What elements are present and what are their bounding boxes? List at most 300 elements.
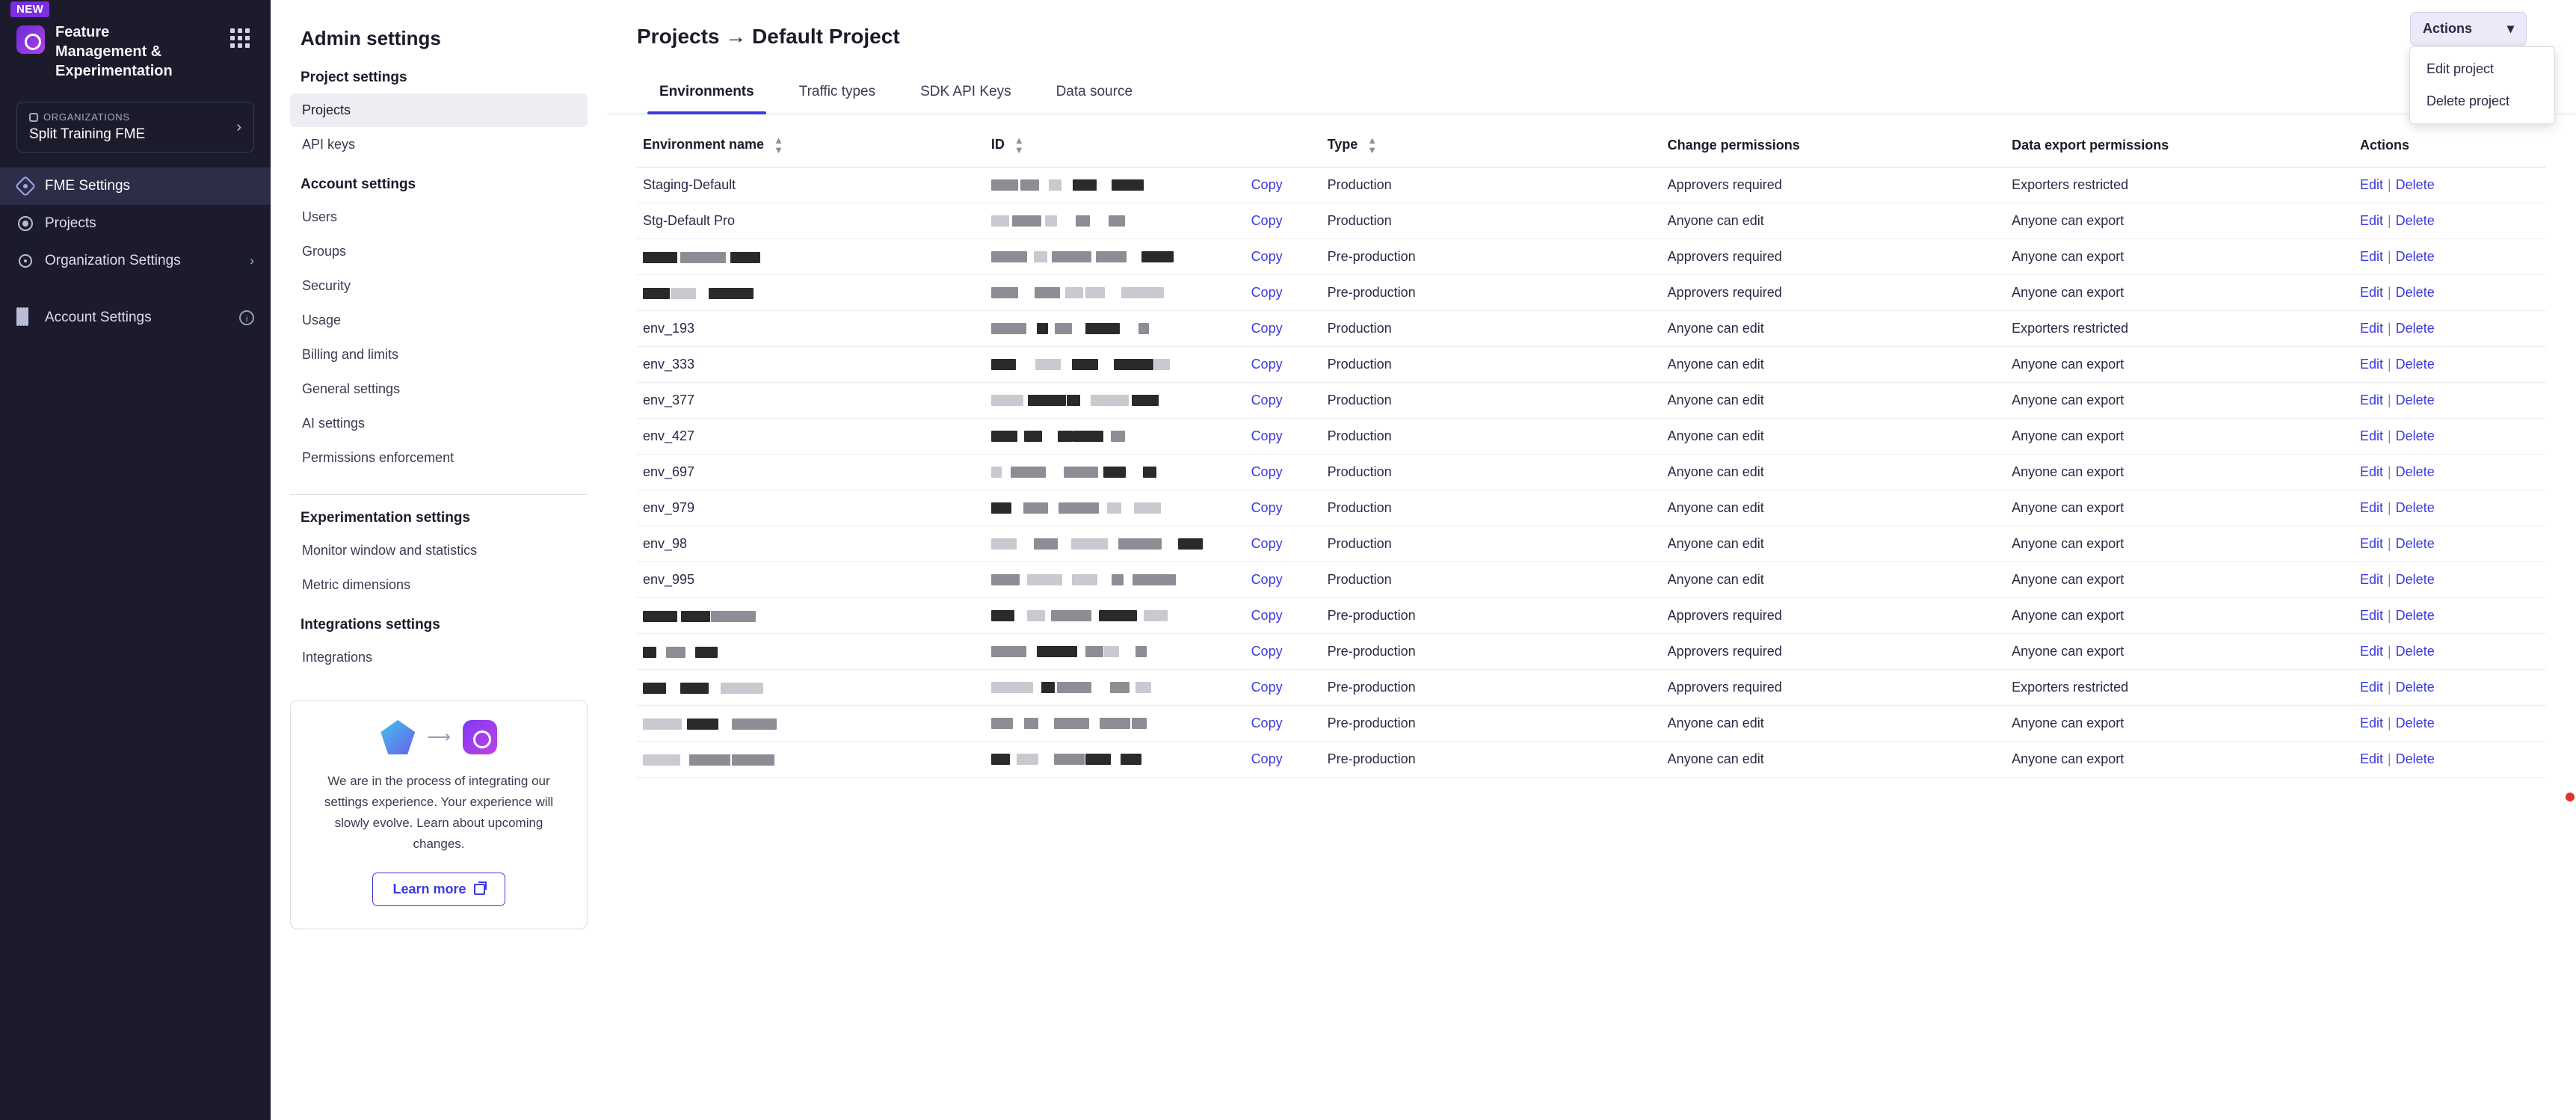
copy-id-button[interactable]: Copy <box>1251 177 1283 192</box>
cell-change-permissions: Anyone can edit <box>1662 311 2006 347</box>
copy-id-button[interactable]: Copy <box>1251 393 1283 407</box>
cell-change-permissions: Anyone can edit <box>1662 455 2006 490</box>
redacted-block <box>1072 574 1097 585</box>
copy-id-button[interactable]: Copy <box>1251 536 1283 551</box>
redacted-block <box>666 647 685 658</box>
column-label: Change permissions <box>1667 137 1800 153</box>
admin-item-general-settings[interactable]: General settings <box>302 381 401 396</box>
cell-data-export-permissions: Anyone can export <box>2006 742 2354 778</box>
delete-link[interactable]: Delete <box>2395 572 2435 587</box>
cell-type: Pre-production <box>1322 239 1662 275</box>
redacted-block <box>1027 610 1045 621</box>
edit-link[interactable]: Edit <box>2359 249 2383 264</box>
cell-change-permissions: Anyone can edit <box>1662 347 2006 383</box>
table-row <box>637 347 2546 383</box>
learn-more-label: Learn more <box>392 881 466 896</box>
redacted-block <box>991 610 1014 621</box>
redacted-block <box>1099 610 1137 621</box>
delete-link[interactable]: Delete <box>2395 357 2435 372</box>
learn-more-button[interactable] <box>372 873 505 906</box>
edit-link[interactable]: Edit <box>2359 644 2383 659</box>
admin-item-users[interactable]: Users <box>302 209 338 224</box>
edit-link[interactable]: Edit <box>2359 716 2383 730</box>
redacted-block <box>1071 538 1108 550</box>
info-icon[interactable]: i <box>239 310 254 325</box>
redacted-block <box>1034 538 1058 550</box>
redacted-block <box>1121 287 1164 298</box>
edit-link[interactable]: Edit <box>2359 321 2383 336</box>
cursor-marker <box>2566 793 2575 801</box>
redacted-block <box>991 431 1017 442</box>
admin-item-billing-and-limits[interactable]: Billing and limits <box>302 347 399 362</box>
cell-id <box>985 598 1322 634</box>
organization-switcher[interactable] <box>16 102 254 153</box>
redacted-block <box>1154 359 1170 370</box>
tab-data-source[interactable]: Data source <box>1056 84 1133 99</box>
edit-link[interactable]: Edit <box>2359 393 2383 407</box>
redacted-block <box>991 646 1026 657</box>
cell-change-permissions: Approvers required <box>1662 275 2006 311</box>
redacted-block <box>991 359 1016 370</box>
copy-id-button[interactable]: Copy <box>1251 716 1283 730</box>
column-environment-name[interactable] <box>637 114 985 167</box>
cell-change-permissions: Anyone can edit <box>1662 706 2006 742</box>
column-label: Environment name <box>643 136 765 152</box>
sidebar-item-label: Organization Settings <box>45 253 181 268</box>
cell-id <box>985 239 1322 275</box>
cell-environment-name <box>637 419 985 455</box>
cell-id <box>985 419 1322 455</box>
cell-type: Pre-production <box>1322 670 1662 706</box>
apps-grid-icon[interactable] <box>230 28 250 48</box>
redacted-block <box>991 251 1027 262</box>
cell-change-permissions: Approvers required <box>1662 598 2006 634</box>
delete-link[interactable]: Delete <box>2395 644 2435 659</box>
action-separator: | <box>2387 500 2391 515</box>
redacted-block <box>1037 646 1077 657</box>
edit-link[interactable]: Edit <box>2359 572 2383 587</box>
redacted-block <box>643 647 656 658</box>
table-header-row <box>637 114 2546 167</box>
copy-id-button[interactable]: Copy <box>1251 751 1283 766</box>
redacted-block <box>1132 718 1147 729</box>
arrow-right-icon: ⟶ <box>427 727 451 746</box>
environment-name-text: Staging-Default <box>643 177 736 192</box>
tab-sdk-api-keys[interactable]: SDK API Keys <box>920 84 1011 99</box>
cell-type: Production <box>1322 203 1662 239</box>
table-row <box>637 670 2546 706</box>
redacted-block <box>1054 754 1085 765</box>
promo-text: We are in the process of integrating our settings experience. Your experience will slowly evolve. Learn about upcoming changes. <box>324 774 554 851</box>
admin-item-metric-dimensions[interactable]: Metric dimensions <box>302 577 411 592</box>
redacted-block <box>732 719 777 730</box>
cell-environment-name <box>637 562 985 598</box>
delete-link[interactable]: Delete <box>2395 393 2435 407</box>
table-row <box>637 239 2546 275</box>
cell-actions <box>2354 239 2546 275</box>
sort-icon: ▲ ▼ <box>774 135 783 156</box>
action-separator: | <box>2387 249 2391 264</box>
redacted-block <box>643 288 670 299</box>
action-separator: | <box>2387 357 2391 372</box>
redacted-block <box>1136 646 1147 657</box>
environments-table-wrapper <box>607 114 2576 778</box>
redacted-block <box>1114 359 1153 370</box>
delete-link[interactable]: Delete <box>2395 213 2435 228</box>
redacted-block <box>1051 610 1091 621</box>
cell-type: Production <box>1322 167 1662 203</box>
cell-actions <box>2354 167 2546 203</box>
redacted-block <box>1064 467 1098 478</box>
chevron-right-icon: › <box>236 119 241 135</box>
delete-link[interactable]: Delete <box>2395 536 2435 551</box>
edit-link[interactable]: Edit <box>2359 285 2383 300</box>
cell-data-export-permissions: Anyone can export <box>2006 634 2354 670</box>
column-label: ID <box>990 136 1005 152</box>
table-row <box>637 419 2546 455</box>
redacted-block <box>643 754 680 766</box>
action-separator: | <box>2387 536 2391 551</box>
cell-type: Pre-production <box>1322 598 1662 634</box>
table-row <box>637 167 2546 203</box>
cell-type: Production <box>1322 455 1662 490</box>
table-row <box>637 203 2546 239</box>
cell-environment-name <box>637 383 985 419</box>
action-separator: | <box>2387 716 2391 730</box>
redacted-block <box>991 574 1020 585</box>
cell-id <box>985 562 1322 598</box>
copy-id-button[interactable]: Copy <box>1251 464 1283 479</box>
redacted-block <box>991 179 1018 191</box>
redacted-block <box>1045 215 1057 227</box>
redacted-block <box>687 719 718 730</box>
cell-change-permissions: Anyone can edit <box>1662 203 2006 239</box>
redacted-block <box>1136 682 1151 693</box>
cell-type: Production <box>1322 562 1662 598</box>
environment-name-text: env_333 <box>643 357 695 372</box>
redacted-block <box>1118 538 1162 550</box>
cell-environment-name <box>637 742 985 778</box>
actions-dropdown-menu[interactable] <box>2409 46 2555 124</box>
cell-type: Pre-production <box>1322 275 1662 311</box>
menu-item-delete-project[interactable]: Delete project <box>2426 93 2510 108</box>
action-separator: | <box>2387 428 2391 443</box>
edit-link[interactable]: Edit <box>2359 357 2383 372</box>
cell-environment-name <box>637 203 985 239</box>
redacted-block <box>1012 215 1041 227</box>
cell-change-permissions: Approvers required <box>1662 167 2006 203</box>
copy-id-button[interactable]: Copy <box>1251 285 1283 300</box>
redacted-block <box>1104 646 1119 657</box>
redacted-block <box>1065 287 1083 298</box>
table-row <box>637 490 2546 526</box>
redacted-block <box>991 323 1026 334</box>
tab-environments[interactable]: Environments <box>637 72 777 114</box>
redacted-block <box>711 611 756 622</box>
action-separator: | <box>2387 213 2391 228</box>
redacted-block <box>680 252 726 263</box>
redacted-block <box>680 683 709 694</box>
cell-data-export-permissions: Anyone can export <box>2006 490 2354 526</box>
organization-icon <box>29 113 38 122</box>
admin-settings-title: Admin settings <box>301 27 441 49</box>
environment-name-text: env_427 <box>643 428 695 443</box>
chevron-right-icon: › <box>250 253 254 268</box>
cell-data-export-permissions: Exporters restricted <box>2006 311 2354 347</box>
cell-data-export-permissions: Exporters restricted <box>2006 167 2354 203</box>
table-row <box>637 634 2546 670</box>
column-id[interactable] <box>985 114 1322 167</box>
delete-link[interactable]: Delete <box>2395 285 2435 300</box>
action-separator: | <box>2387 751 2391 766</box>
redacted-block <box>1049 179 1061 191</box>
copy-id-button[interactable]: Copy <box>1251 357 1283 372</box>
copy-id-button[interactable]: Copy <box>1251 608 1283 623</box>
redacted-block <box>1055 323 1072 334</box>
cell-change-permissions: Anyone can edit <box>1662 526 2006 562</box>
redacted-block <box>643 252 677 263</box>
redacted-block <box>1011 467 1046 478</box>
redacted-block <box>1024 718 1038 729</box>
group-heading-project-settings: Project settings <box>301 70 407 85</box>
cell-id <box>985 203 1322 239</box>
redacted-block <box>1076 215 1090 227</box>
cell-actions <box>2354 634 2546 670</box>
delete-link[interactable]: Delete <box>2395 464 2435 479</box>
group-heading-experimentation-settings: Experimentation settings <box>301 510 470 526</box>
redacted-block <box>709 288 754 299</box>
copy-id-button[interactable]: Copy <box>1251 500 1283 515</box>
sidebar-item-projects[interactable] <box>0 205 271 242</box>
action-separator: | <box>2387 177 2391 192</box>
redacted-block <box>1057 682 1091 693</box>
redacted-block <box>1058 431 1073 442</box>
cell-actions <box>2354 203 2546 239</box>
copy-id-button[interactable]: Copy <box>1251 428 1283 443</box>
redacted-block <box>1091 395 1129 406</box>
redacted-block <box>1035 287 1060 298</box>
harness-logo-icon <box>463 720 497 754</box>
split-logo-icon <box>380 720 415 754</box>
copy-id-button[interactable]: Copy <box>1251 572 1283 587</box>
cell-actions <box>2354 706 2546 742</box>
redacted-block <box>1144 610 1168 621</box>
admin-item-projects[interactable]: Projects <box>290 93 588 127</box>
cell-data-export-permissions: Anyone can export <box>2006 526 2354 562</box>
cell-type: Production <box>1322 490 1662 526</box>
delete-link[interactable]: Delete <box>2395 428 2435 443</box>
action-separator: | <box>2387 285 2391 300</box>
environment-name-text: Stg-Default Pro <box>643 213 736 228</box>
cell-change-permissions: Anyone can edit <box>1662 383 2006 419</box>
cell-environment-name <box>637 347 985 383</box>
left-nav <box>0 0 271 1120</box>
cell-id <box>985 706 1322 742</box>
cell-environment-name <box>637 706 985 742</box>
redacted-block <box>1107 502 1121 514</box>
copy-id-button[interactable]: Copy <box>1251 321 1283 336</box>
cell-actions <box>2354 311 2546 347</box>
delete-link[interactable]: Delete <box>2395 716 2435 730</box>
redacted-block <box>1138 323 1149 334</box>
redacted-block <box>1111 431 1125 442</box>
redacted-block <box>1112 574 1124 585</box>
admin-item-integrations[interactable]: Integrations <box>302 650 373 665</box>
redacted-block <box>991 287 1018 298</box>
action-separator: | <box>2387 572 2391 587</box>
action-separator: | <box>2387 644 2391 659</box>
column-label: Type <box>1327 136 1358 152</box>
sidebar-item-organization-settings[interactable] <box>0 242 271 280</box>
cell-actions <box>2354 670 2546 706</box>
copy-id-button[interactable]: Copy <box>1251 680 1283 695</box>
edit-link[interactable]: Edit <box>2359 751 2383 766</box>
cell-id <box>985 490 1322 526</box>
promo-icons <box>310 720 567 754</box>
nav-divider <box>0 280 271 299</box>
circle-icon <box>16 215 34 233</box>
edit-link[interactable]: Edit <box>2359 680 2383 695</box>
edit-link[interactable]: Edit <box>2359 177 2383 192</box>
cell-type: Production <box>1322 311 1662 347</box>
edit-link[interactable]: Edit <box>2359 500 2383 515</box>
tab-bar <box>607 72 2576 114</box>
table-row <box>637 562 2546 598</box>
redacted-block <box>681 611 710 622</box>
cell-data-export-permissions: Anyone can export <box>2006 706 2354 742</box>
cell-type: Pre-production <box>1322 634 1662 670</box>
redacted-block <box>1027 574 1062 585</box>
redacted-block <box>991 395 1023 406</box>
cell-data-export-permissions: Anyone can export <box>2006 203 2354 239</box>
admin-item-monitor-window-and-statistics[interactable]: Monitor window and statistics <box>302 543 478 558</box>
cell-data-export-permissions: Anyone can export <box>2006 419 2354 455</box>
table-row <box>637 383 2546 419</box>
redacted-block <box>1037 323 1048 334</box>
cell-id <box>985 742 1322 778</box>
menu-item-edit-project[interactable]: Edit project <box>2426 61 2495 76</box>
admin-item-groups[interactable]: Groups <box>302 244 347 259</box>
action-separator: | <box>2387 464 2391 479</box>
delete-link[interactable]: Delete <box>2395 177 2435 192</box>
edit-link[interactable]: Edit <box>2359 464 2383 479</box>
gear-icon <box>16 252 34 270</box>
redacted-block <box>1112 179 1144 191</box>
admin-item-ai-settings[interactable]: AI settings <box>302 416 366 431</box>
cell-data-export-permissions: Exporters restricted <box>2006 670 2354 706</box>
cell-actions <box>2354 562 2546 598</box>
edit-link[interactable]: Edit <box>2359 428 2383 443</box>
cell-type: Production <box>1322 419 1662 455</box>
cell-environment-name <box>637 275 985 311</box>
cell-actions <box>2354 598 2546 634</box>
environment-name-text: env_697 <box>643 464 695 479</box>
delete-link[interactable]: Delete <box>2395 249 2435 264</box>
redacted-block <box>1085 754 1111 765</box>
sidebar-item-fme-settings[interactable] <box>0 167 271 205</box>
redacted-block <box>1085 323 1120 334</box>
cell-id <box>985 455 1322 490</box>
tab-traffic-types[interactable]: Traffic types <box>798 84 876 99</box>
cell-actions <box>2354 742 2546 778</box>
delete-link[interactable]: Delete <box>2395 500 2435 515</box>
cell-id <box>985 311 1322 347</box>
organizations-label-text: ORGANIZATIONS <box>43 111 130 123</box>
cell-id <box>985 383 1322 419</box>
cell-environment-name <box>637 239 985 275</box>
cell-actions <box>2354 383 2546 419</box>
cell-id <box>985 347 1322 383</box>
sort-icon: ▲ ▼ <box>1367 135 1378 156</box>
cell-environment-name <box>637 598 985 634</box>
admin-item-permissions-enforcement[interactable]: Permissions enforcement <box>302 450 455 465</box>
cell-environment-name <box>637 526 985 562</box>
promo-card <box>290 700 588 929</box>
table-row <box>637 598 2546 634</box>
table-row <box>637 275 2546 311</box>
new-badge: NEW <box>10 1 49 17</box>
edit-link[interactable]: Edit <box>2359 213 2383 228</box>
redacted-block <box>1035 359 1061 370</box>
action-separator: | <box>2387 393 2391 407</box>
column-type[interactable] <box>1322 114 1662 167</box>
delete-link[interactable]: Delete <box>2395 751 2435 766</box>
cell-id <box>985 670 1322 706</box>
cell-actions <box>2354 490 2546 526</box>
cell-id <box>985 167 1322 203</box>
group-heading-integrations-settings: Integrations settings <box>301 617 440 633</box>
redacted-block <box>643 719 682 730</box>
copy-id-button[interactable]: Copy <box>1251 644 1283 659</box>
delete-link[interactable]: Delete <box>2395 608 2435 623</box>
delete-link[interactable]: Delete <box>2395 680 2435 695</box>
cell-change-permissions: Anyone can edit <box>1662 490 2006 526</box>
admin-item-security[interactable]: Security <box>302 278 351 293</box>
redacted-block <box>991 718 1013 729</box>
actions-button[interactable] <box>2410 12 2527 46</box>
redacted-block <box>1133 574 1176 585</box>
cell-type: Production <box>1322 383 1662 419</box>
copy-id-button[interactable]: Copy <box>1251 249 1283 264</box>
admin-item-usage[interactable]: Usage <box>302 313 342 327</box>
table-row <box>637 706 2546 742</box>
redacted-block <box>991 502 1011 514</box>
delete-link[interactable]: Delete <box>2395 321 2435 336</box>
redacted-block <box>1023 502 1048 514</box>
cell-type: Production <box>1322 526 1662 562</box>
admin-item-api-keys[interactable]: API keys <box>302 137 356 152</box>
action-separator: | <box>2387 608 2391 623</box>
redacted-block <box>1110 682 1130 693</box>
redacted-block <box>730 252 760 263</box>
table-row <box>637 455 2546 490</box>
edit-link[interactable]: Edit <box>2359 608 2383 623</box>
redacted-block <box>1073 179 1097 191</box>
column-label: Actions <box>2359 137 2409 153</box>
cell-environment-name <box>637 490 985 526</box>
copy-id-button[interactable]: Copy <box>1251 213 1283 228</box>
organizations-label <box>29 111 145 123</box>
cell-type: Production <box>1322 347 1662 383</box>
admin-settings-panel <box>271 0 607 1120</box>
redacted-block <box>1017 754 1038 765</box>
sidebar-item-account-settings[interactable] <box>0 299 271 336</box>
redacted-block <box>721 683 763 694</box>
table-row <box>637 742 2546 778</box>
environment-name-text: env_377 <box>643 393 695 407</box>
edit-link[interactable]: Edit <box>2359 536 2383 551</box>
redacted-block <box>1132 395 1159 406</box>
